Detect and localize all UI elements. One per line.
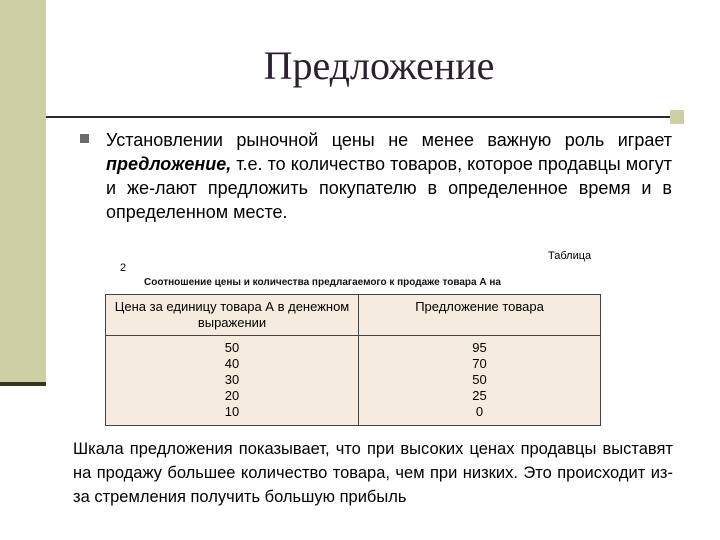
price-value: 30 bbox=[224, 372, 240, 387]
table-header-divider bbox=[106, 335, 600, 336]
supply-value: 0 bbox=[475, 404, 484, 419]
bullet-text bbox=[106, 128, 672, 224]
bullet-text-part2: т.е. то количество товаров, которое продавцы могут и же-лают предложить покупателю в определенное время и в определенном месте. bbox=[106, 154, 672, 222]
supply-value: 95 bbox=[472, 340, 487, 355]
price-value: 10 bbox=[224, 404, 240, 419]
price-value: 40 bbox=[224, 356, 240, 371]
slide-title: Предложение bbox=[263, 43, 495, 88]
price-value: 20 bbox=[224, 388, 240, 403]
price-value: 50 bbox=[224, 340, 240, 355]
table-label: Таблица bbox=[548, 250, 592, 262]
bullet-text-part1: Установлении рыночной цены не менее важную роль играет bbox=[106, 130, 672, 150]
bullet-square-icon bbox=[80, 134, 89, 143]
supply-value: 50 bbox=[472, 372, 487, 387]
table-number: 2 bbox=[120, 262, 127, 274]
summary-paragraph: Шкала предложения показывает, что при высоких ценах продавцы выставят на продажу большее количество товара, чем при низких. Это происходит из-за стремления получить большую прибыль bbox=[73, 440, 673, 506]
price-values-column bbox=[106, 340, 358, 420]
side-bar-accent bbox=[0, 382, 46, 386]
title-divider-accent bbox=[670, 110, 684, 124]
supply-value: 70 bbox=[472, 356, 487, 371]
supply-table bbox=[105, 294, 601, 426]
title-divider bbox=[46, 116, 670, 118]
bullet-emphasis: предложение, bbox=[106, 154, 232, 174]
table-header-supply: Предложение товара bbox=[415, 299, 544, 314]
table-header-price: Цена за единицу товара А в денежном выражении bbox=[114, 299, 350, 330]
supply-value: 25 bbox=[472, 388, 487, 403]
table-title: Соотношение цены и количества предлагаемого к продаже товара А на bbox=[144, 277, 501, 288]
supply-values-column bbox=[359, 340, 600, 420]
